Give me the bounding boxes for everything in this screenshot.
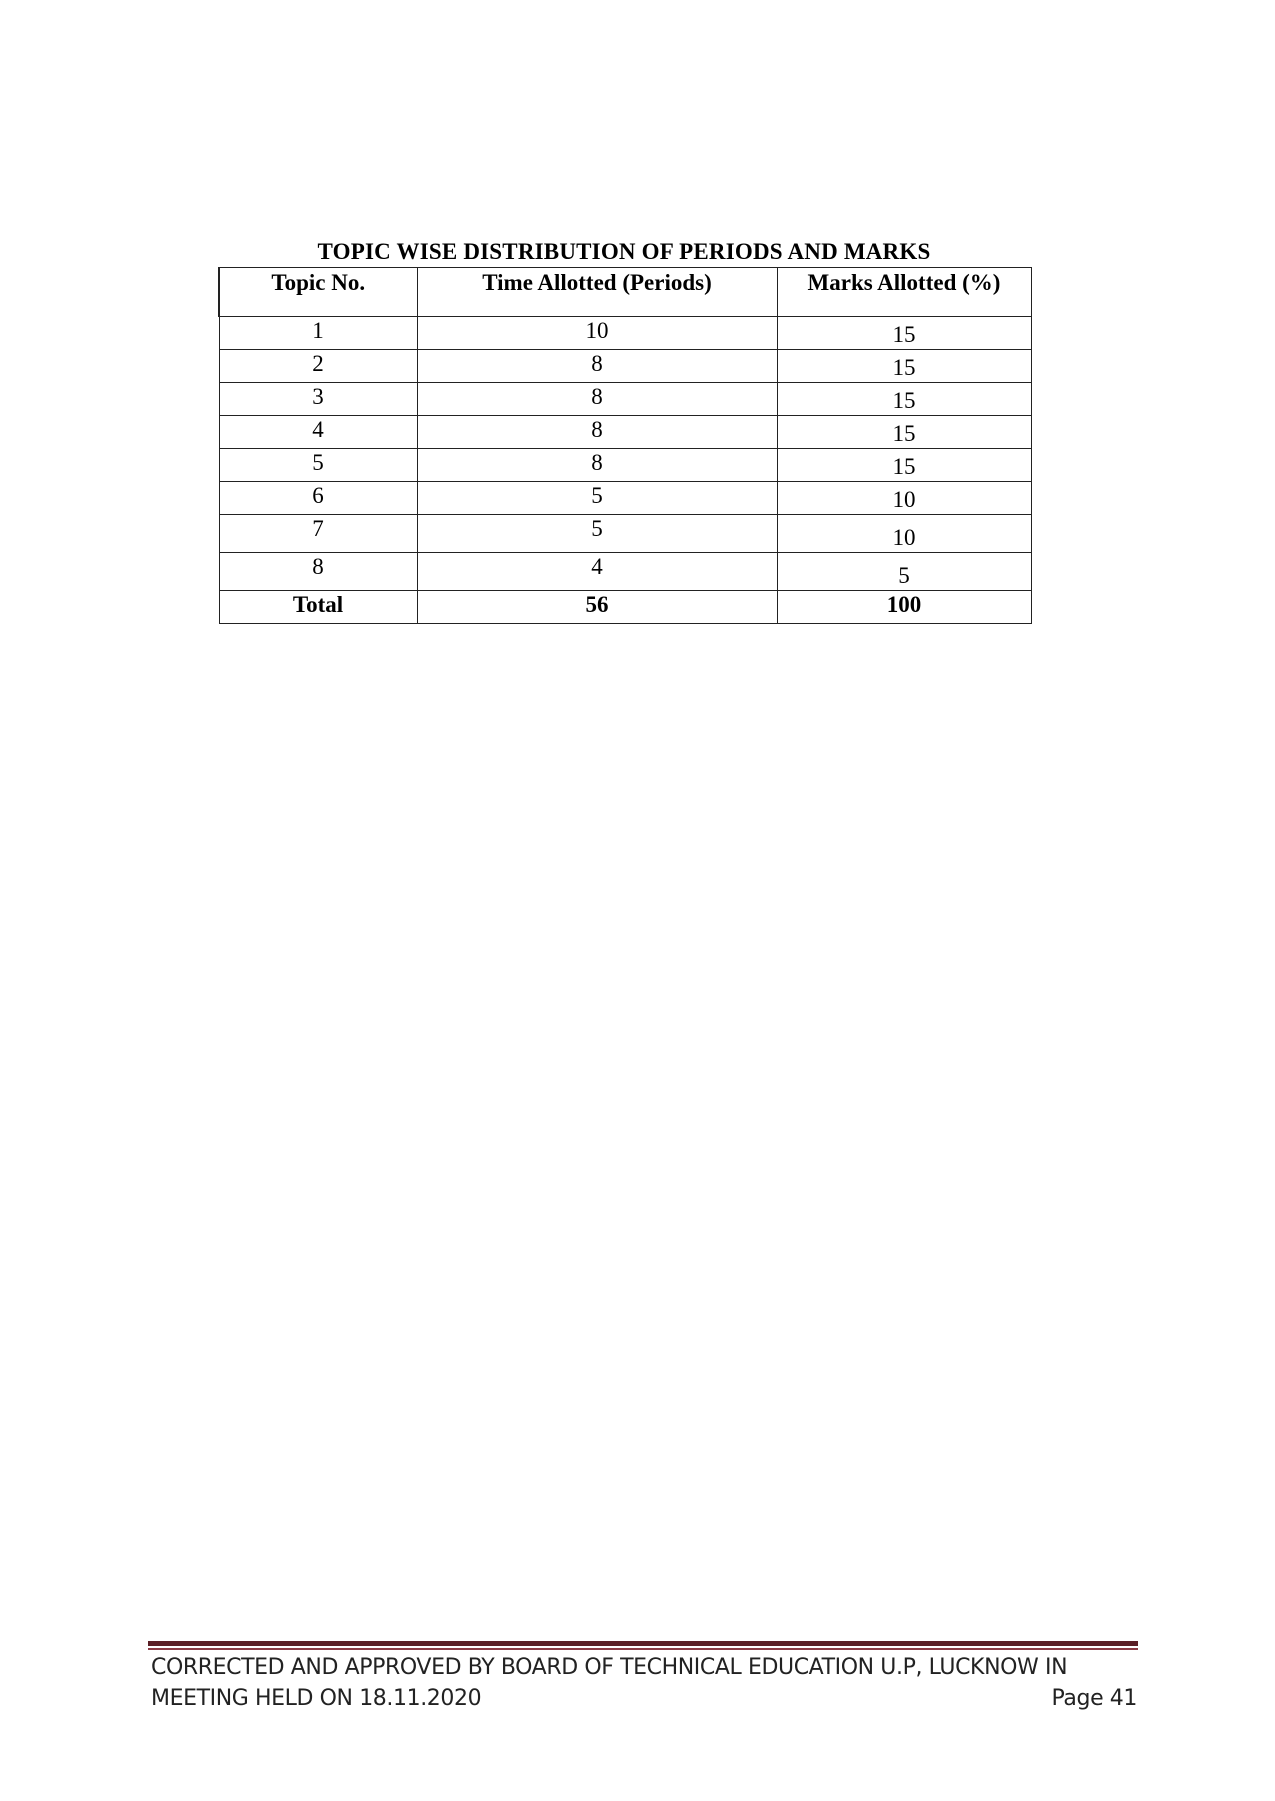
footer-rule-thin	[148, 1648, 1138, 1650]
table-total-row	[219, 591, 1031, 624]
marks-cell: 15	[777, 416, 1031, 449]
marks-cell: 15	[777, 350, 1031, 383]
distribution-table	[218, 267, 1032, 624]
table-row	[219, 383, 1031, 416]
periods-cell: 8	[417, 383, 777, 416]
marks-cell: 15	[777, 383, 1031, 416]
table-row	[219, 515, 1031, 553]
periods-cell: 10	[417, 317, 777, 350]
topic-cell: 5	[219, 449, 417, 482]
topic-cell: 3	[219, 383, 417, 416]
marks-cell: 5	[777, 553, 1031, 591]
periods-cell: 8	[417, 350, 777, 383]
topic-cell: 1	[219, 317, 417, 350]
table-row	[219, 416, 1031, 449]
topic-cell: 4	[219, 416, 417, 449]
table-title: TOPIC WISE DISTRIBUTION OF PERIODS AND MARKS	[317, 239, 931, 264]
footer-line-2: MEETING HELD ON 18.11.2020	[151, 1686, 482, 1711]
footer-rule-thick	[148, 1641, 1138, 1646]
marks-cell: 10	[777, 515, 1031, 553]
topic-cell: 8	[219, 553, 417, 591]
topic-cell: 7	[219, 515, 417, 553]
table-row	[219, 482, 1031, 515]
footer-line-2-row	[151, 1683, 1137, 1714]
total-marks: 100	[777, 591, 1031, 624]
topic-cell: 2	[219, 350, 417, 383]
page-number: Page 41	[1051, 1686, 1137, 1711]
page-footer	[151, 1652, 1137, 1714]
periods-cell: 8	[417, 449, 777, 482]
marks-cell: 15	[777, 317, 1031, 350]
header-marks-allotted: Marks Allotted (%)	[777, 268, 1031, 317]
table-header-row	[219, 268, 1031, 317]
periods-cell: 5	[417, 482, 777, 515]
footer-rule	[148, 1641, 1138, 1650]
table-row	[219, 350, 1031, 383]
marks-cell: 10	[777, 482, 1031, 515]
header-time-allotted: Time Allotted (Periods)	[417, 268, 777, 317]
total-periods: 56	[417, 591, 777, 624]
periods-cell: 4	[417, 553, 777, 591]
footer-line-1: CORRECTED AND APPROVED BY BOARD OF TECHNICAL EDUCATION U.P, LUCKNOW IN	[151, 1655, 1068, 1680]
periods-cell: 8	[417, 416, 777, 449]
table-row	[219, 317, 1031, 350]
marks-cell: 15	[777, 449, 1031, 482]
header-topic-no: Topic No.	[219, 268, 417, 317]
total-label: Total	[219, 591, 417, 624]
periods-cell: 5	[417, 515, 777, 553]
table-row	[219, 553, 1031, 591]
table-row	[219, 449, 1031, 482]
topic-cell: 6	[219, 482, 417, 515]
